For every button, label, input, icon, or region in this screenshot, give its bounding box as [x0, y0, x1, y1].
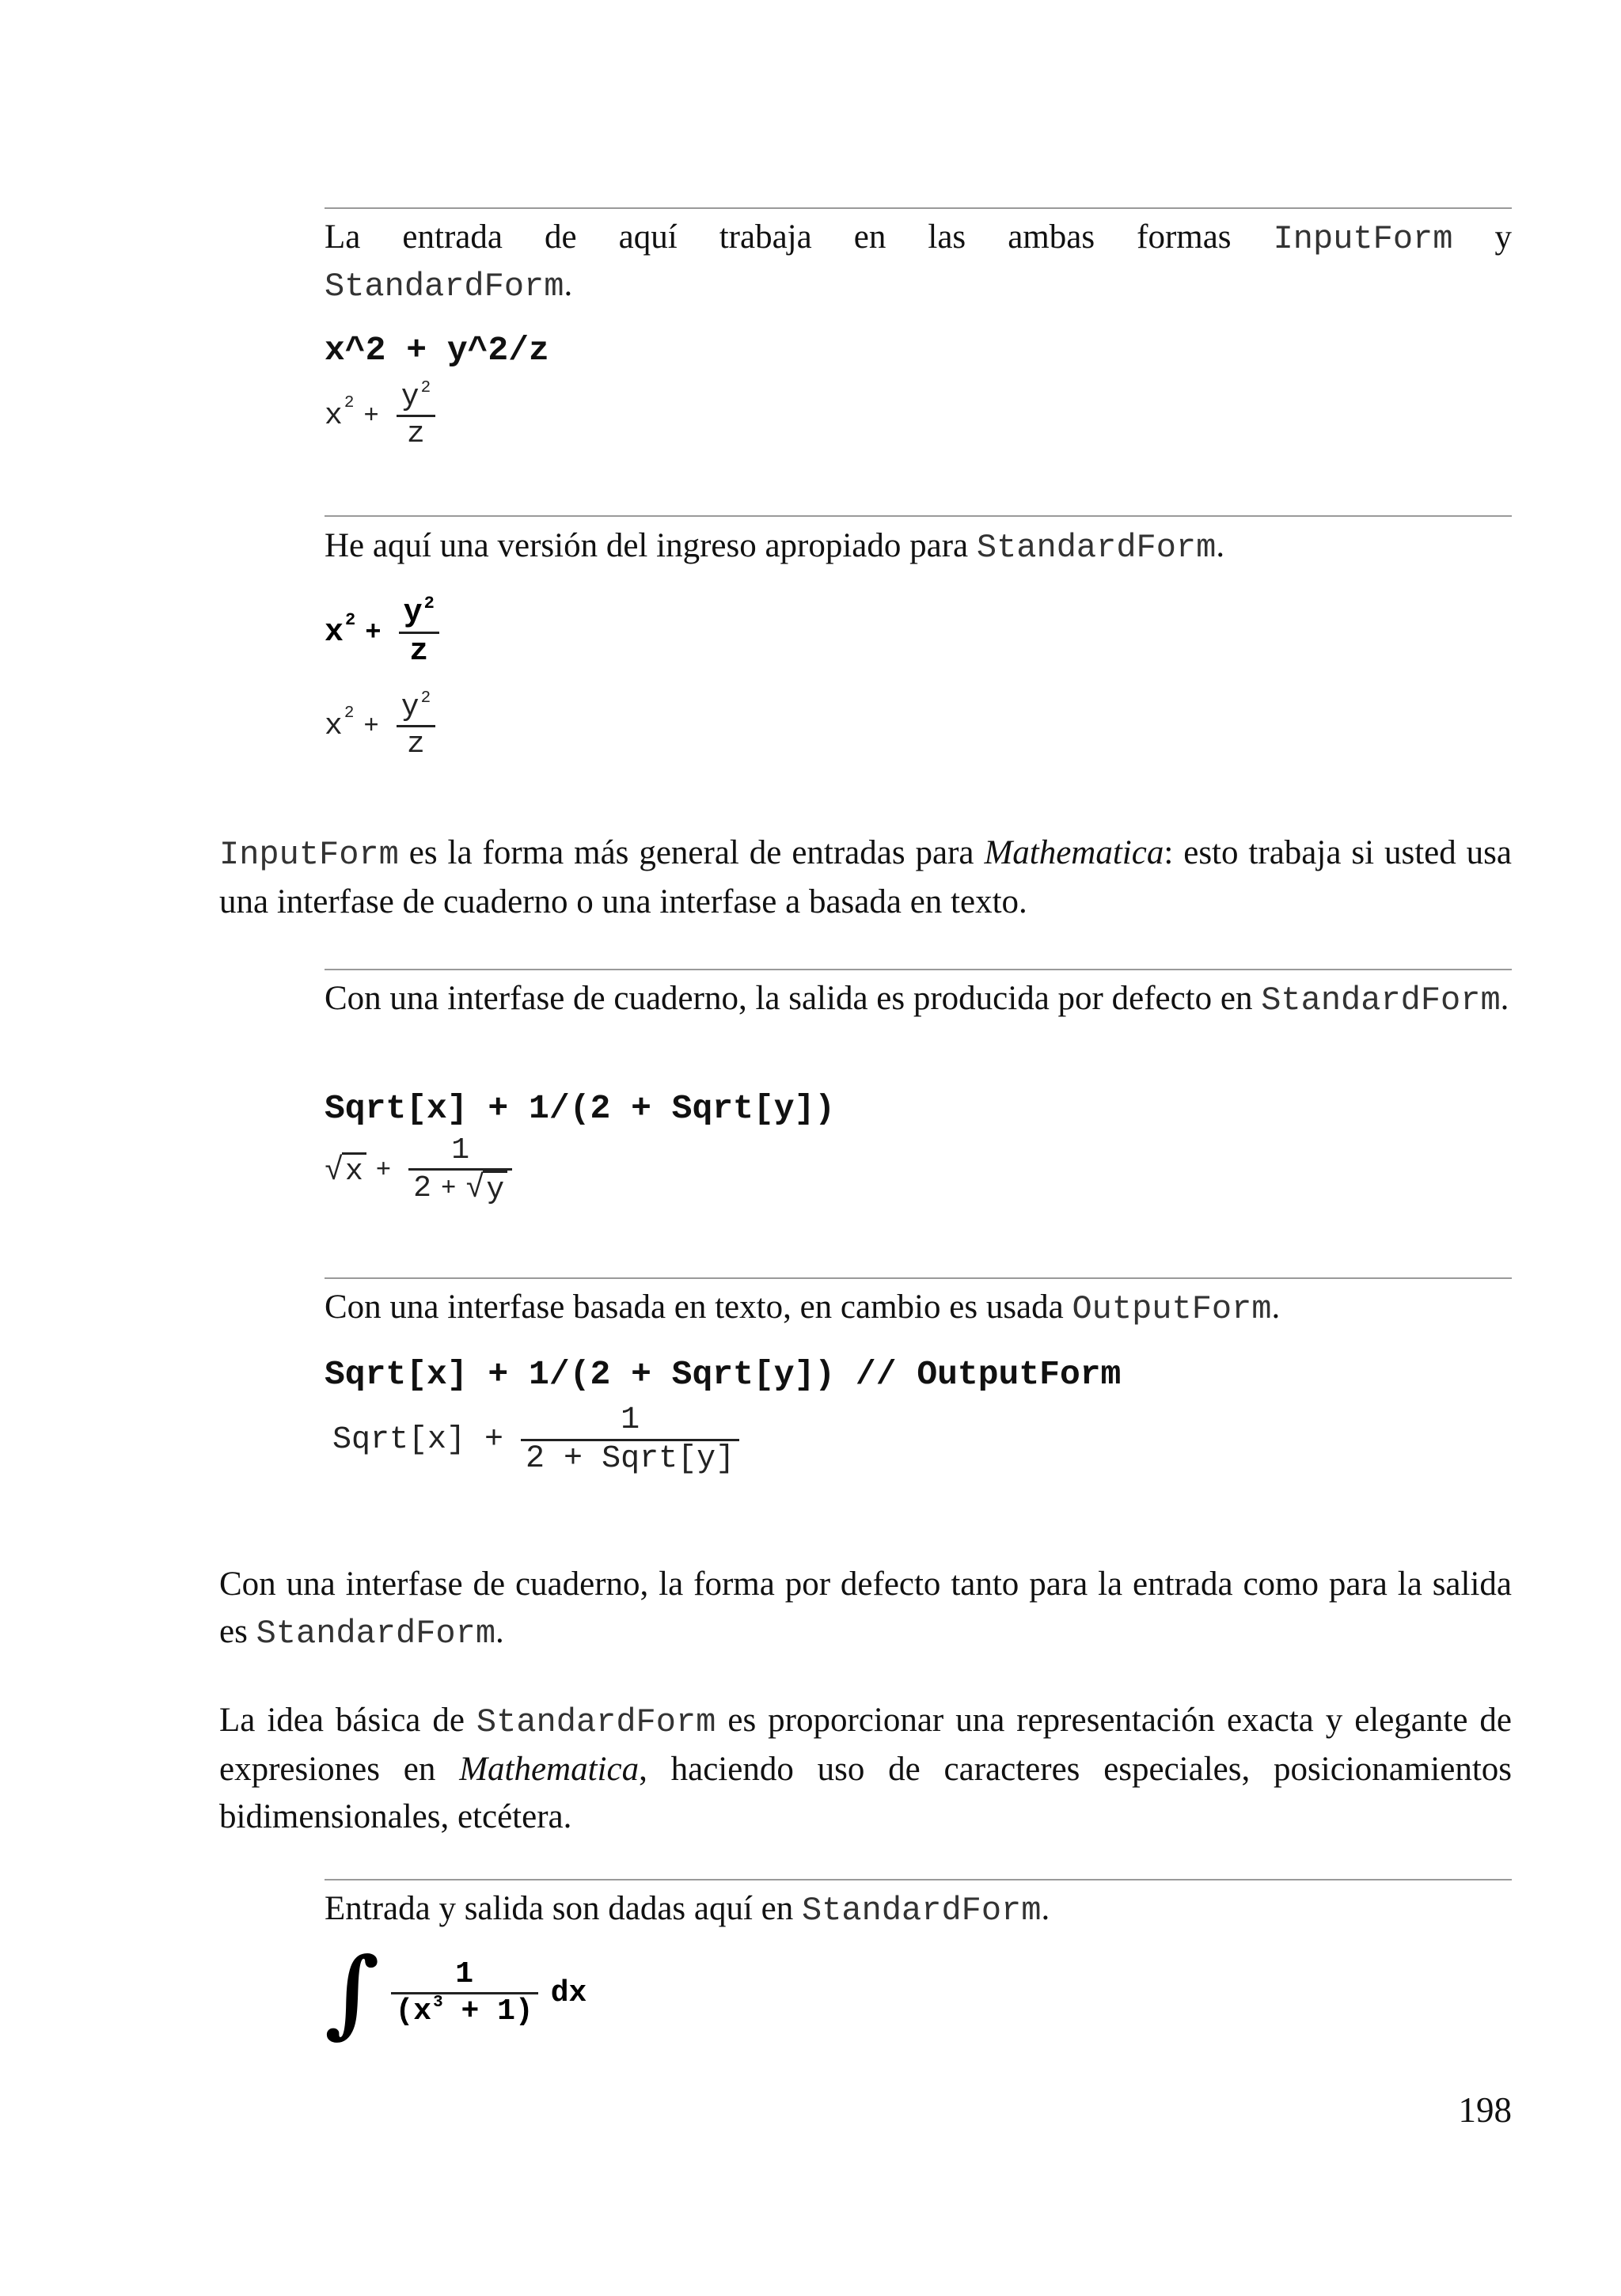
input-cell-5[interactable] [325, 1937, 587, 2048]
input-cell-1[interactable]: x^2 + y^2/z [325, 331, 549, 370]
math-number: 1 [621, 1402, 640, 1438]
section-3-text [325, 975, 1512, 1024]
integral-symbol: ∫ [325, 1937, 380, 2048]
section-divider-2 [325, 515, 1512, 517]
section-1-text-line2 [325, 261, 1512, 310]
math-text: + 1) [461, 1994, 533, 2028]
code-inline: StandardForm [802, 1892, 1042, 1930]
math-exponent: 2 [420, 689, 431, 708]
section-divider-1 [325, 207, 1512, 209]
math-exponent: 2 [344, 394, 355, 413]
math-var: x [342, 1152, 366, 1189]
text-run-italic: Mathematica [984, 834, 1164, 871]
math-operator: + [440, 1174, 457, 1204]
text-run: es la forma más general de entradas para [398, 834, 985, 871]
math-var: y [401, 690, 419, 724]
output-cell-4 [332, 1402, 739, 1478]
math-fraction [408, 1133, 512, 1207]
text-run: La entrada de aquí trabaja en las ambas formas [325, 218, 1274, 256]
section-2-text [325, 522, 1512, 571]
code-inline: StandardForm [1261, 981, 1501, 1019]
math-var: z [409, 634, 429, 670]
math-number: 1 [451, 1133, 470, 1167]
math-number: 1 [455, 1956, 473, 1991]
math-exponent: 2 [345, 609, 356, 630]
text-run: Con una interfase de cuaderno, la forma por defecto tanto para la entrada como para la salida es [219, 1565, 1512, 1650]
text-run: y [1452, 218, 1512, 256]
sqrt-symbol: √ x [325, 1152, 366, 1189]
output-cell-2 [325, 690, 435, 761]
math-var: x [325, 398, 343, 433]
math-fraction [399, 595, 439, 670]
math-exponent: 2 [423, 593, 435, 613]
text-run: Entrada y salida son dadas aquí en [325, 1890, 803, 1927]
math-var: y [403, 595, 423, 631]
paragraph-1 [219, 829, 1512, 926]
math-text: Sqrt[x] + [332, 1422, 504, 1458]
math-var: x [325, 708, 343, 743]
math-text: (x [395, 1994, 432, 2028]
sqrt-symbol: √ y [465, 1171, 507, 1208]
code-inline: StandardForm [976, 529, 1217, 567]
math-operator: + [375, 1156, 392, 1186]
math-var: y [483, 1171, 507, 1208]
math-operator: + [365, 617, 382, 648]
math-exponent: 2 [344, 704, 355, 723]
code-inline: StandardForm [476, 1703, 716, 1741]
text-run: . [1271, 1288, 1281, 1326]
output-cell-3 [325, 1133, 512, 1207]
input-cell-2[interactable] [325, 595, 439, 670]
section-4-text [325, 1284, 1512, 1333]
paragraph-2 [219, 1561, 1512, 1657]
math-number: 2 [413, 1171, 431, 1206]
output-cell-1 [325, 380, 435, 451]
math-differential: dx [550, 1975, 587, 2010]
math-fraction [397, 380, 435, 451]
math-fraction [397, 690, 435, 761]
math-exponent: 3 [433, 1993, 443, 2012]
section-divider-5 [325, 1879, 1512, 1880]
math-text: 2 + Sqrt[y] [526, 1441, 735, 1477]
page-number: 198 [1458, 2090, 1512, 2130]
math-var: z [407, 416, 425, 451]
text-run: La idea básica de [219, 1702, 476, 1739]
text-run: Con una interfase de cuaderno, la salida es producida por defecto en [325, 980, 1262, 1017]
section-5-text [325, 1885, 1512, 1934]
text-run: es proporcionar una representación exacta y elegante de expresiones en [219, 1702, 1512, 1788]
code-inline: StandardForm [256, 1615, 496, 1653]
paragraph-3 [219, 1697, 1512, 1841]
code-inline: InputForm [219, 836, 399, 874]
code-inline: InputForm [1273, 220, 1453, 258]
math-var: y [401, 380, 419, 414]
text-run: . [1041, 1890, 1050, 1927]
section-divider-3 [325, 969, 1512, 970]
math-operator: + [363, 711, 379, 741]
input-cell-3[interactable]: Sqrt[x] + 1/(2 + Sqrt[y]) [325, 1089, 836, 1128]
text-run: He aquí una versión del ingreso apropiado para [325, 527, 977, 564]
code-inline: StandardForm [325, 268, 564, 306]
text-run: Con una interfase basada en texto, en cambio es usada [325, 1288, 1072, 1326]
text-run: . [564, 266, 573, 303]
math-fraction [391, 1957, 538, 2028]
math-operator: + [363, 400, 379, 431]
text-run-italic: Mathematica [459, 1751, 640, 1788]
section-1-text [325, 214, 1512, 263]
input-cell-4[interactable]: Sqrt[x] + 1/(2 + Sqrt[y]) // OutputForm [325, 1355, 1122, 1394]
math-var: x [325, 615, 344, 651]
text-run: . [1500, 980, 1509, 1017]
text-run: : esto trabaja si usted usa una interfase de cuaderno o una interfase a basada en texto. [219, 834, 1512, 920]
math-fraction [521, 1402, 739, 1478]
text-run: , haciendo uso de caracteres especiales, posicionamientos bidimensionales, etcétera. [219, 1751, 1512, 1835]
text-run: . [495, 1613, 504, 1650]
code-inline: OutputForm [1072, 1290, 1272, 1328]
section-divider-4 [325, 1277, 1512, 1279]
math-var: z [407, 727, 425, 761]
text-run: . [1216, 527, 1225, 564]
math-exponent: 2 [420, 379, 431, 398]
